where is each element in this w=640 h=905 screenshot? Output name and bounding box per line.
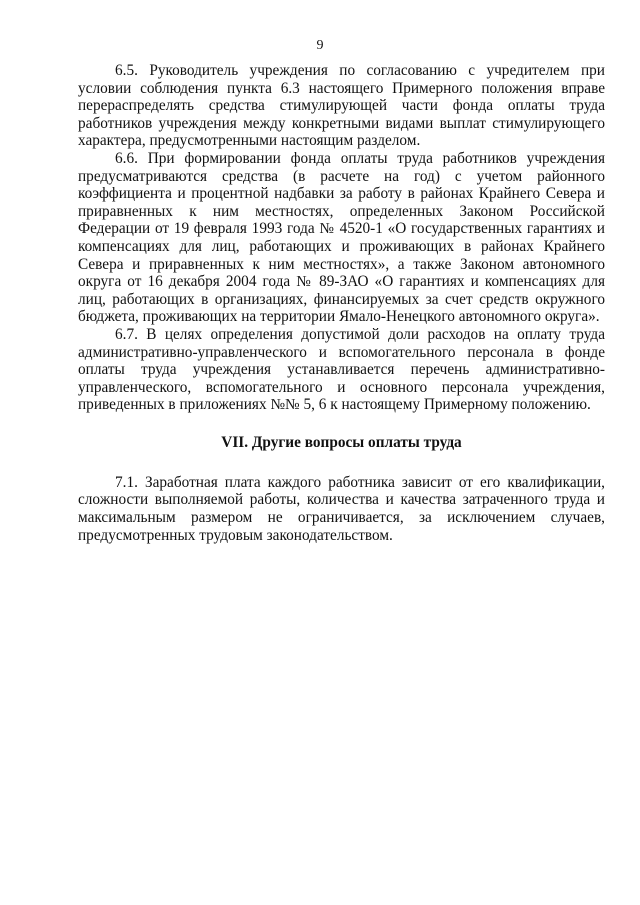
paragraph-7-1: 7.1. Заработная плата каждого работника зависит от его квалификации, сложности выполняемой работы, количества и качества затраченного труда и максимальным размером не ограничивается, за исключением случаев, предусмотренных трудовым законодательством. [78, 473, 605, 544]
page-number: 9 [316, 38, 324, 53]
document-body [78, 62, 605, 544]
paragraph-6-6: 6.6. При формировании фонда оплаты труда работников учреждения предусматриваются средства (в расчете на год) с учетом районного коэффициента и процентной надбавки за работу в районах Крайнего Севера и приравненных к ним местностях, определенных Законом Российской Федерации от 19 февраля 1993 года № 4520-1 «О государственных гарантиях и компенсациях для лиц, работающих и проживающих в районах Крайнего Севера и приравненных к ним местностях», а также Законом автономного округа от 16 декабря 2004 года № 89-ЗАО «О гарантиях и компенсациях для лиц, работающих в организациях, финансируемых за счет средств окружного бюджета, проживающих на территории Ямало-Ненецкого автономного округа». [78, 149, 605, 326]
paragraph-6-7: 6.7. В целях определения допустимой доли расходов на оплату труда административно-управленческого и вспомогательного персонала в фонде оплаты труда учреждения устанавливается перечень административно-управленческого, вспомогательного и основного персонала учреждения, приведенных в приложениях №№ 5, 6 к настоящему Примерному положению. [78, 325, 605, 414]
section-heading: VII. Другие вопросы оплаты труда [221, 433, 462, 451]
paragraph-6-5: 6.5. Руководитель учреждения по согласованию с учредителем при условии соблюдения пункта 6.3 настоящего Примерного положения вправе перераспределять средства стимулирующей части фонда оплаты труда работников учреждения между конкретными видами выплат стимулирующего характера, предусмотренными настоящим разделом. [78, 62, 605, 150]
